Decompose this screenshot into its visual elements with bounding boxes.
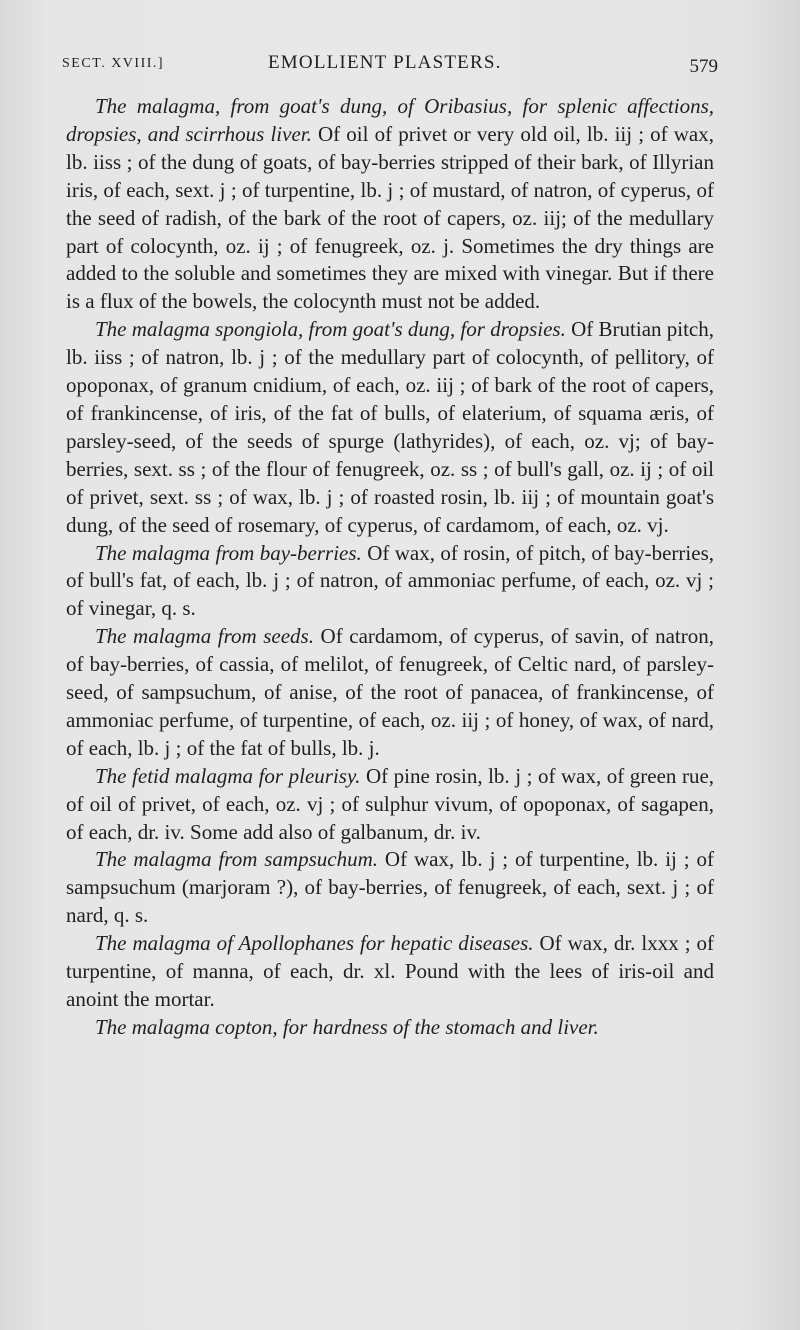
running-header [62,52,718,80]
paragraph-text: Of wax, dr. lxxx ; of turpentine, of manna, of each, dr. xl. Pound with the lees of iris-oil and anoint the mortar. [66,931,715,1011]
paragraph [66,623,714,763]
paragraph-heading: The malagma, from goat's dung, of Oribasius, for splenic affections, dropsies, and scirrhous liver. [66,94,714,146]
paragraph-text: Of cardamom, of cyperus, of savin, of natron, of bay-berries, of cassia, of melilot, of fenugreek, of Celtic nard, of parsley-seed, of sampsuchum, of anise, of the root of panacea, of frankincense, of ammoniac perfume, of turpentine, of each, oz. iij ; of honey, of wax, of nard, of each, lb. j ; of the fat of bulls, lb. j. [66,624,715,760]
paragraph-text: Of pine rosin, lb. j ; of wax, of green rue, of oil of privet, of each, oz. vj ; of sulphur vivum, of opoponax, of sagapen, of each, dr. iv. Some add also of galbanum, dr. iv. [66,763,715,844]
paragraph [66,540,714,624]
running-title: EMOLLIENT PLASTERS. [268,52,502,73]
paragraph-heading: The malagma from bay-berries. [95,540,362,565]
paragraph-heading: The fetid malagma for pleurisy. [95,763,361,788]
paragraph-text: Of wax, lb. j ; of turpentine, lb. ij ; of sampsuchum (marjoram ?), of bay-berries, of fenugreek, of each, sext. j ; of nard, q. s. [66,847,714,928]
section-marker: SECT. XVIII.] [62,56,165,71]
paragraph [66,930,714,1014]
paragraph [66,93,714,316]
paragraph-heading: The malagma from seeds. [95,624,314,649]
paragraph-heading: The malagma of Apollophanes for hepatic diseases. [95,931,534,956]
paragraph [66,763,714,847]
paragraph-heading: The malagma copton, for hardness of the stomach and liver. [95,1014,599,1039]
paragraph [66,1014,714,1042]
paragraph-text: Of wax, of rosin, of pitch, of bay-berries, of bull's fat, of each, lb. j ; of natron, of ammoniac perfume, of each, oz. vj ; of vinegar, q. s. [66,540,714,621]
paragraph [66,316,714,539]
page-number: 579 [689,56,718,77]
body-text [66,93,714,1042]
paragraph-text: Of Brutian pitch, lb. iiss ; of natron, lb. j ; of the medullary part of colocynth, of pellitory, of opoponax, of granum cnidium, of each, oz. iij ; of bark of the root of capers, of frankincense, of iris, of the fat of bulls, of elaterium, of squama æris, of parsley-seed, of the seeds of spurge (lathyrides), of each, oz. vj; of bay-berries, sext. ss ; of the flour of fenugreek, oz. ss ; of bull's gall, oz. ij ; of oil of privet, sext. ss ; of wax, lb. j ; of roasted rosin, lb. iij ; of mountain goat's dung, of the seed of rosemary, of cyperus, of cardamom, of each, oz. vj. [66,317,715,537]
paragraph-text: Of oil of privet or very old oil, lb. iij ; of wax, lb. iiss ; of the dung of goats, of bay-berries stripped of their bark, of Illyrian iris, of each, sext. j ; of turpentine, lb. j ; of mustard, of natron, of cyperus, of the seed of radish, of the bark of the root of capers, oz. iij; of the medullary part of colocynth, oz. ij ; of fenugreek, oz. j. Sometimes the dry things are added to the soluble and sometimes they are mixed with vinegar. But if there is a flux of the bowels, the colocynth must not be added. [66,121,714,314]
paragraph-heading: The malagma from sampsuchum. [95,847,378,872]
paragraph [66,846,714,930]
paragraph-heading: The malagma spongiola, from goat's dung, for dropsies. [95,317,566,342]
